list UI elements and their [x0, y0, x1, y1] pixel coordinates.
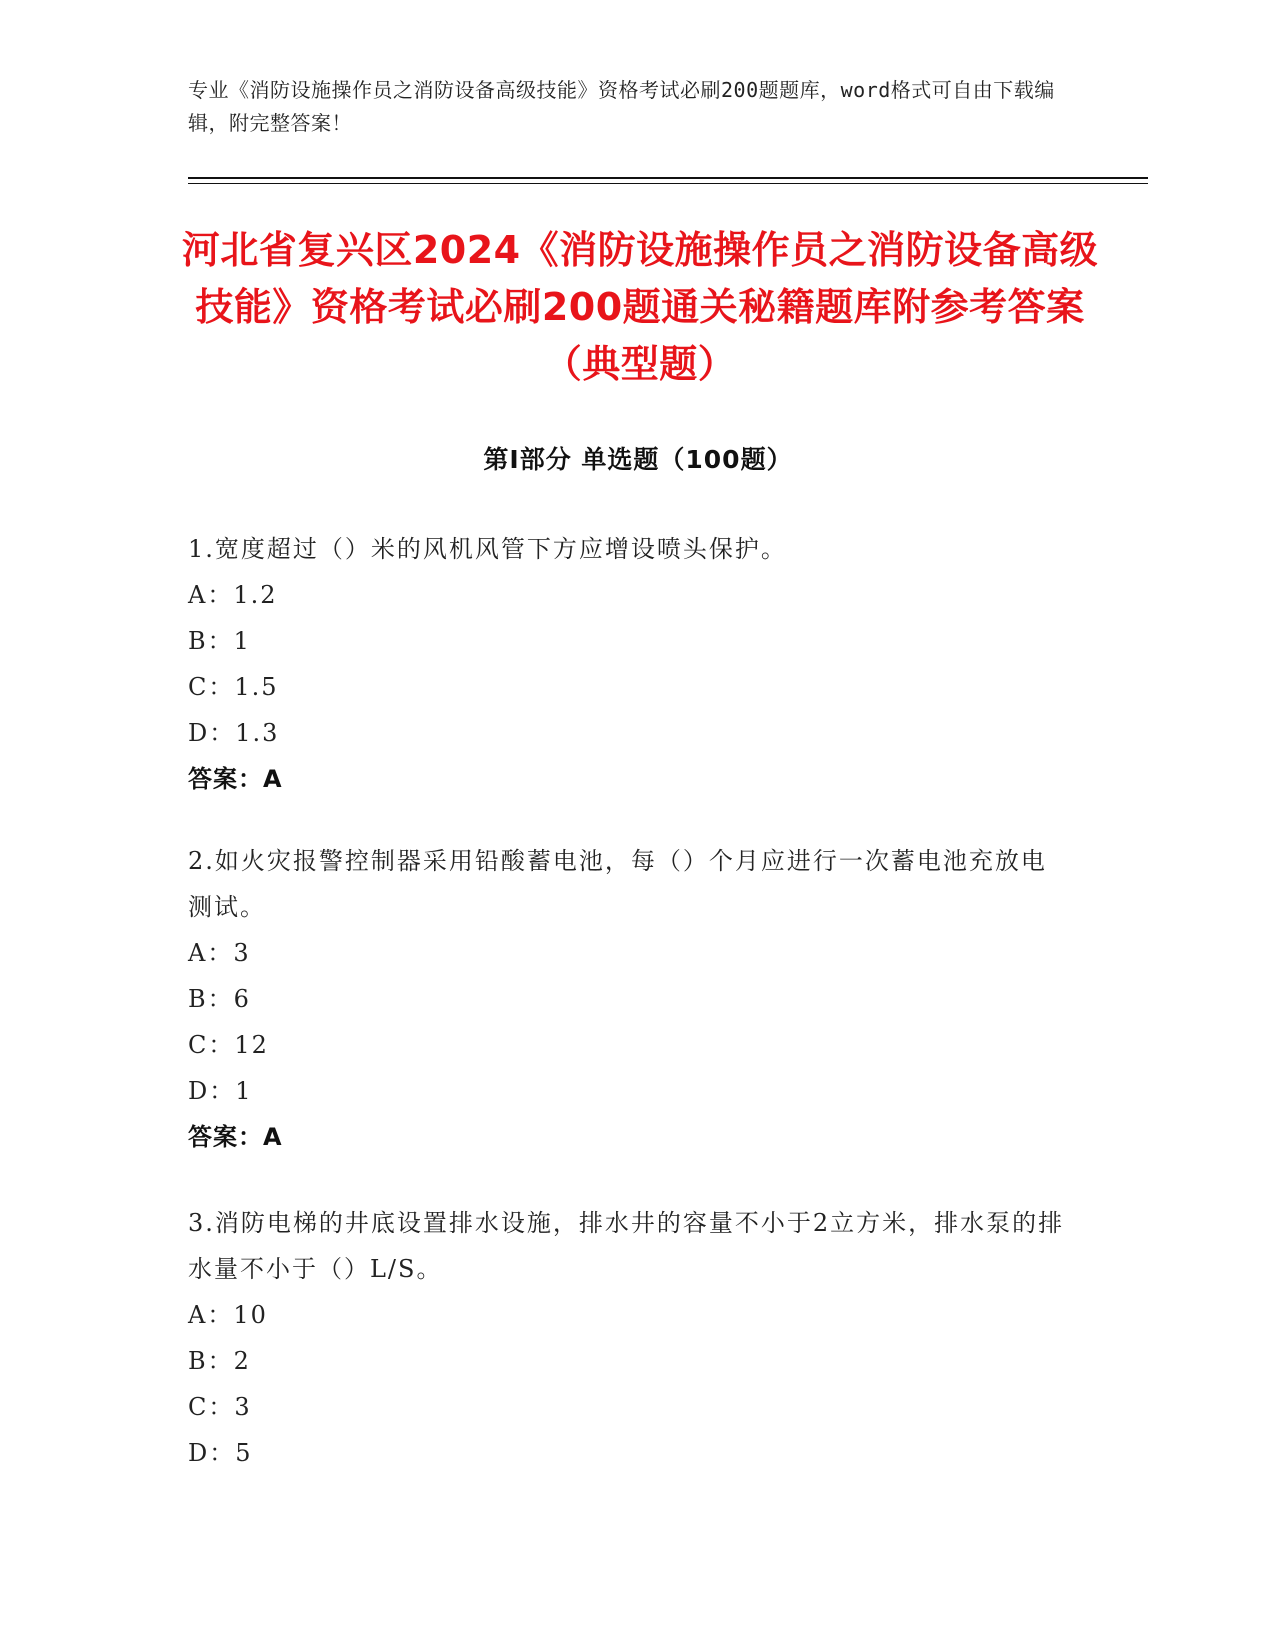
answer-line: 答案：A	[188, 1123, 283, 1151]
header-rule-thick	[188, 177, 1148, 179]
option-d: D：1.3	[188, 719, 280, 747]
header-rule-thin	[188, 183, 1148, 184]
question-stem: 1.宽度超过（）米的风机风管下方应增设喷头保护。	[188, 535, 787, 563]
question-block	[188, 838, 1068, 1160]
question-block	[188, 526, 1068, 802]
option-d: D：1	[188, 1077, 253, 1105]
header-note: 专业《消防设施操作员之消防设备高级技能》资格考试必刷200题题库，word格式可自由下载编辑，附完整答案！	[188, 78, 1055, 135]
option-c: C：12	[188, 1031, 269, 1059]
document-title: 河北省复兴区2024《消防设施操作员之消防设备高级技能》资格考试必刷200题通关秘籍题库附参考答案（典型题）	[181, 228, 1099, 386]
option-c: C：3	[188, 1393, 252, 1421]
option-b: B：6	[188, 985, 251, 1013]
question-block	[188, 1200, 1068, 1476]
option-d: D：5	[188, 1439, 253, 1467]
option-a: A：3	[188, 939, 251, 967]
question-stem: 2.如火灾报警控制器采用铅酸蓄电池，每（）个月应进行一次蓄电池充放电测试。	[188, 847, 1047, 921]
option-c: C：1.5	[188, 673, 279, 701]
option-b: B：2	[188, 1347, 251, 1375]
section-title: 第I部分 单选题（100题）	[483, 445, 793, 474]
question-stem: 3.消防电梯的井底设置排水设施，排水井的容量不小于2立方米，排水泵的排水量不小于（）L/S。	[188, 1209, 1065, 1283]
option-b: B：1	[188, 627, 251, 655]
answer-line: 答案：A	[188, 765, 283, 793]
option-a: A：10	[188, 1301, 268, 1329]
option-a: A：1.2	[188, 581, 278, 609]
